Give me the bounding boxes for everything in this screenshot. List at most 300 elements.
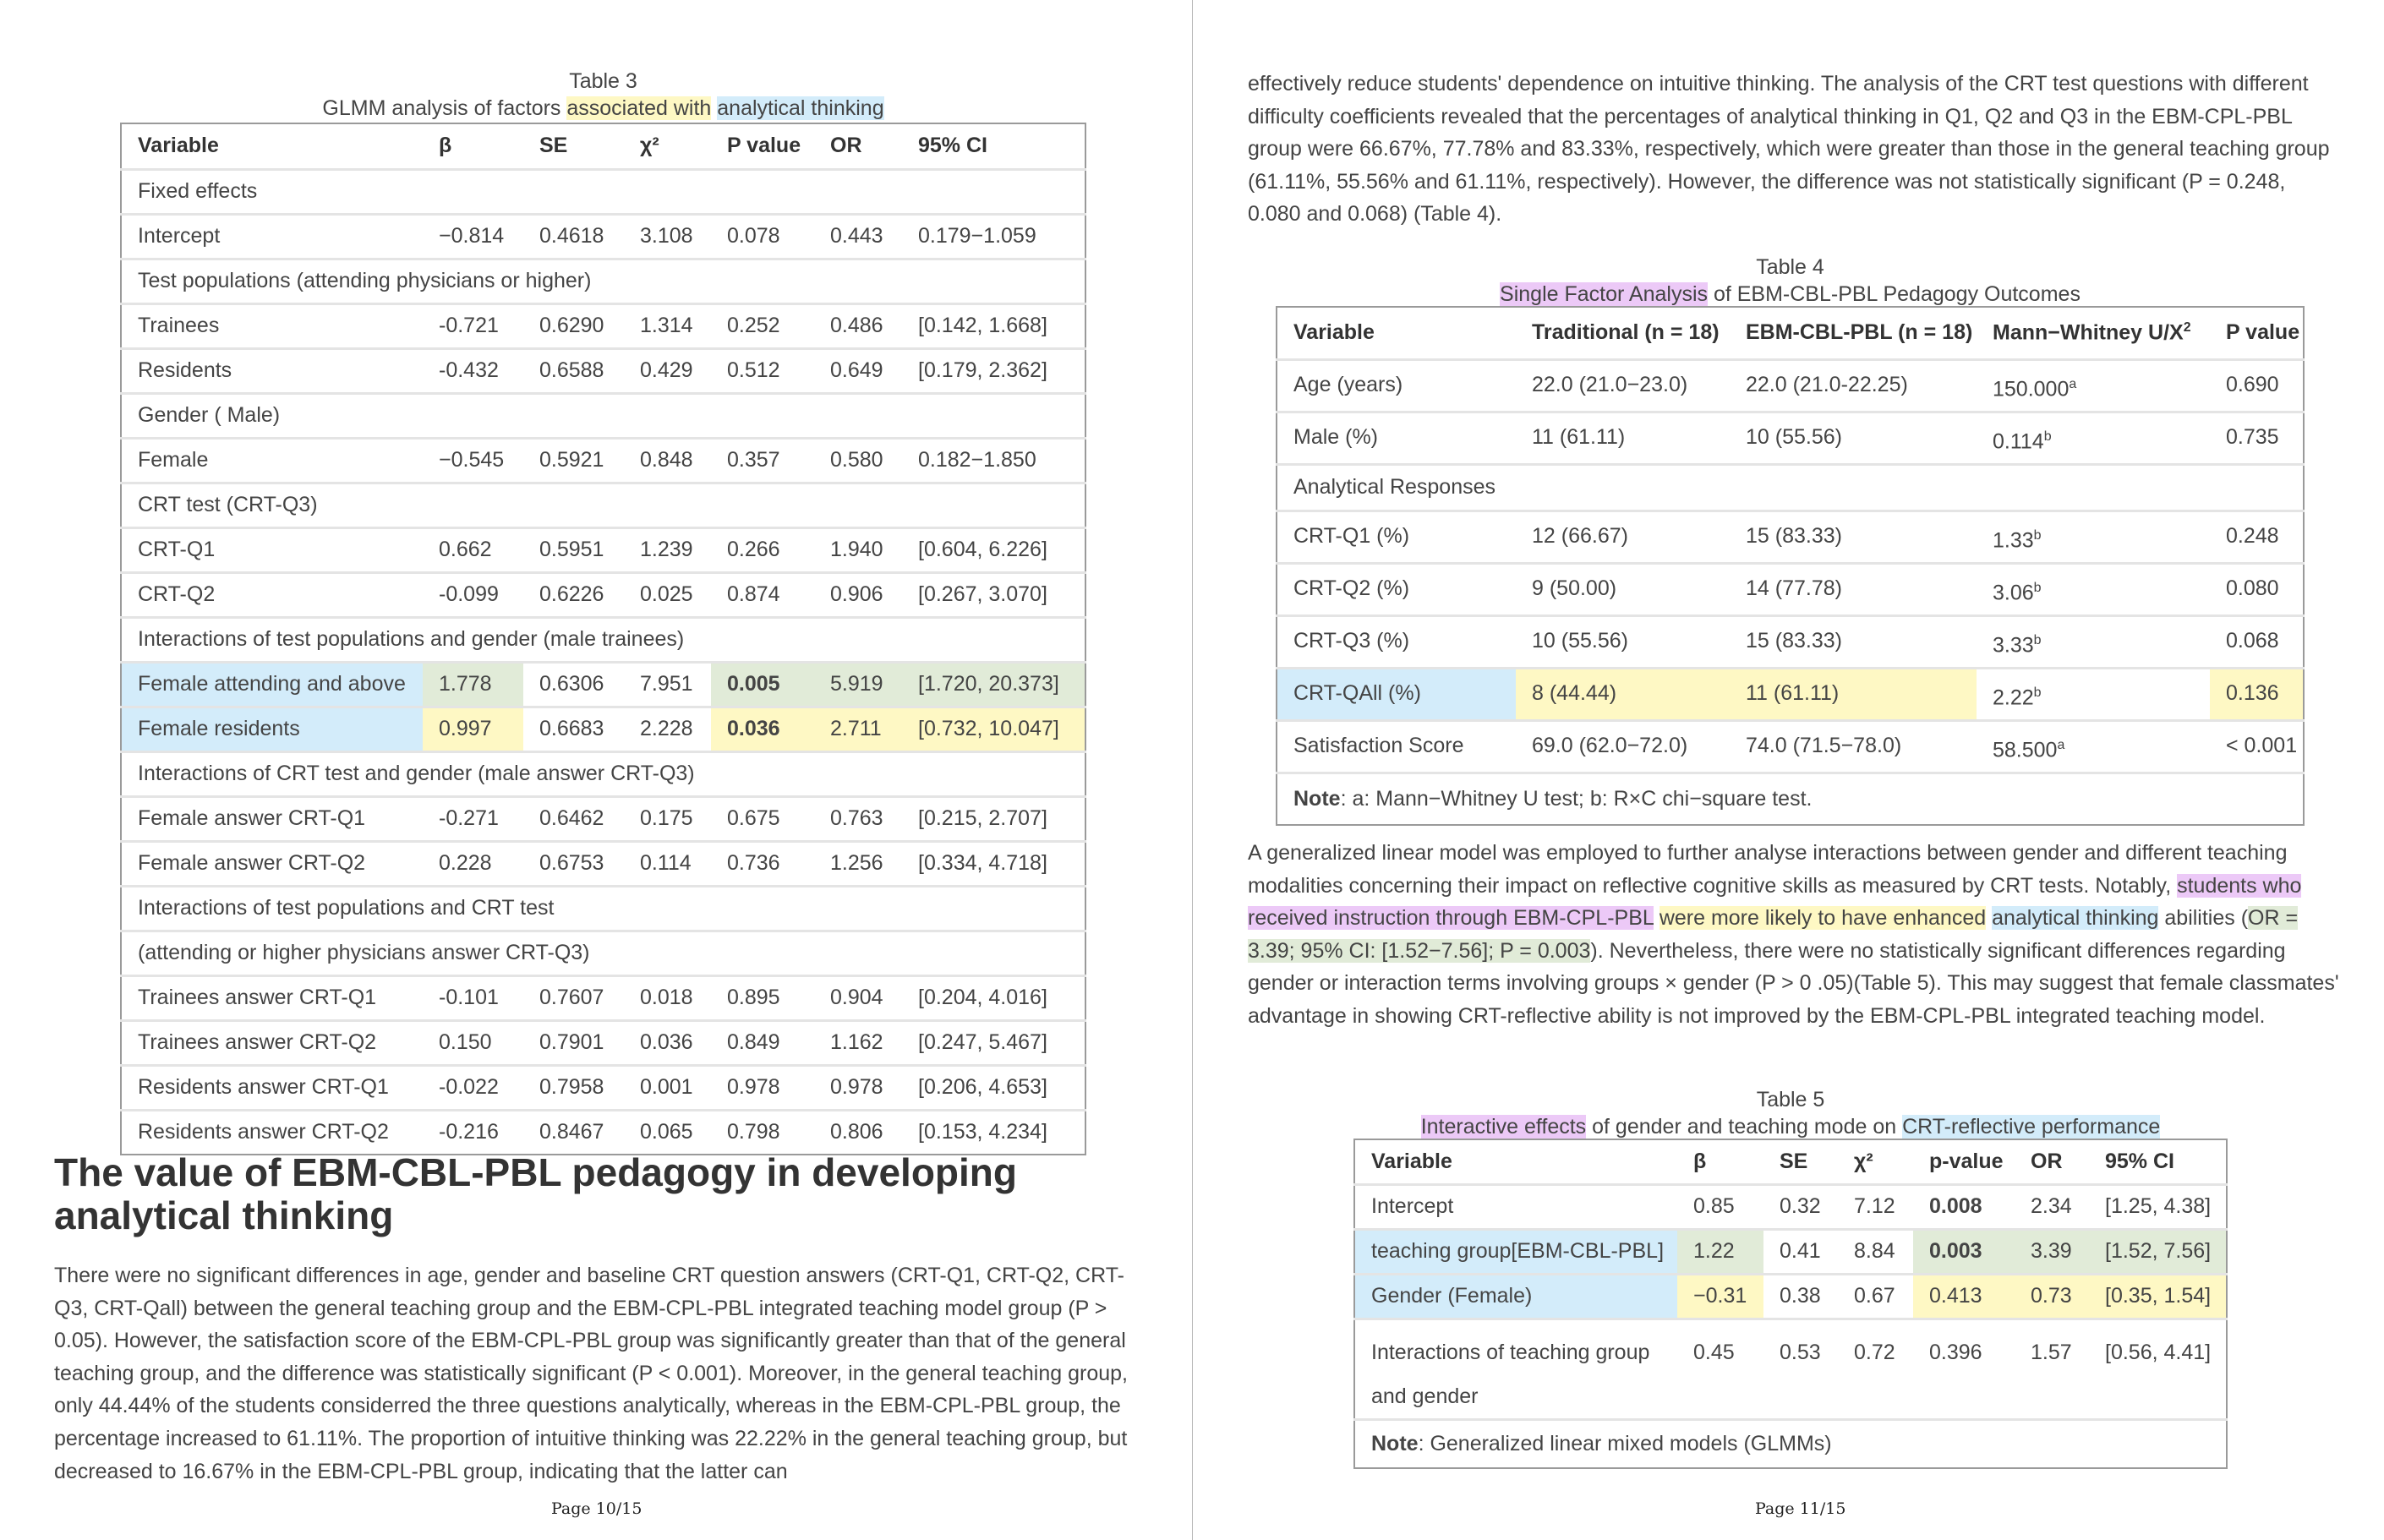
cell-text: Trainees answer CRT-Q1 xyxy=(138,986,377,1009)
cell-text: 22.0 (21.0-22.25) xyxy=(1746,372,1908,396)
cell-text: 11 (61.11) xyxy=(1746,680,1840,705)
cell-text: 1.778 xyxy=(439,672,492,696)
cell-value xyxy=(1977,563,2210,615)
cell-value xyxy=(814,1065,902,1110)
cell-text: [0.179, 2.362] xyxy=(918,358,1047,382)
table5-title: Table 5 xyxy=(1756,1088,1825,1111)
table-row xyxy=(121,1110,1085,1155)
cell-value xyxy=(711,214,814,259)
table-row xyxy=(1354,1319,2227,1419)
column-header-label: 95% CI xyxy=(918,134,987,158)
cell-text: 1.940 xyxy=(830,538,883,561)
table-note-row xyxy=(1354,1419,2227,1468)
cell-value xyxy=(1516,668,1730,720)
table3-subtitle-text: GLMM analysis of factors xyxy=(322,96,567,120)
cell-value xyxy=(423,662,523,707)
cell-value xyxy=(1977,511,2210,563)
column-header-label: P value xyxy=(727,134,801,158)
section-label: Interactions of CRT test and gender (male answer CRT-Q3) xyxy=(121,751,1085,796)
cell-value xyxy=(902,707,1085,751)
cell-value xyxy=(1977,412,2210,464)
cell-value xyxy=(711,707,814,751)
cell-text: 150.000 xyxy=(1993,377,2070,401)
cell-text: 10 (55.56) xyxy=(1532,628,1628,653)
table-row xyxy=(1354,1184,2227,1229)
column-header-label: β xyxy=(439,134,452,158)
column-header-label: p-value xyxy=(1929,1149,2004,1173)
table-note xyxy=(1277,773,2304,825)
cell-value xyxy=(523,662,624,707)
row-label xyxy=(121,1065,423,1110)
cell-value xyxy=(624,796,711,841)
row-label xyxy=(1354,1319,1677,1419)
cell-value xyxy=(523,1020,624,1065)
body-paragraph-continued: effectively reduce students' dependence on intuitive thinking. The analysis of the CRT test questions with different difficulty coefficients revealed that the percentages of analytical thinking in Q1, Q2 and Q3 in the EBM-CPL-PBL group were 66.67%, 77.78% and 83.33%, respectively, which were greater than those in the general teaching group (61.11%, 55.56% and 61.11%, respectively). However, the difference was not statistically significant (P = 0.248, 0.080 and 0.068) (Table 4). xyxy=(1248,72,2330,227)
table-row xyxy=(121,214,1085,259)
cell-text: Male (%) xyxy=(1293,424,1379,449)
column-header-label: SE xyxy=(1780,1149,1808,1173)
table-row xyxy=(121,975,1085,1020)
cell-value xyxy=(423,1110,523,1155)
section-label: Test populations (attending physicians or higher) xyxy=(121,259,1085,303)
row-label xyxy=(1354,1184,1677,1229)
cell-text: 0.018 xyxy=(640,986,693,1009)
column-header xyxy=(1354,1139,1677,1184)
cell-value xyxy=(711,796,814,841)
cell-text: 0.6588 xyxy=(539,358,604,382)
cell-text: 2.228 xyxy=(640,717,693,740)
cell-text: 0.798 xyxy=(727,1120,780,1144)
cell-text: 0.6462 xyxy=(539,806,604,830)
row-label xyxy=(1277,511,1516,563)
column-header xyxy=(1677,1139,1763,1184)
cell-text: 7.951 xyxy=(640,672,693,696)
cell-text: 0.67 xyxy=(1854,1284,1895,1308)
page-number: Page 10/15 xyxy=(551,1499,642,1518)
column-header-label: Variable xyxy=(1293,320,1375,345)
section-row xyxy=(121,931,1085,975)
cell-text: 0.736 xyxy=(727,851,780,875)
cell-text: -0.022 xyxy=(439,1075,499,1099)
cell-value xyxy=(711,662,814,707)
table5 xyxy=(1353,1139,2228,1469)
cell-value xyxy=(711,438,814,483)
cell-text: 0.849 xyxy=(727,1030,780,1054)
column-header-label: Mann−Whitney U/X xyxy=(1993,320,2184,345)
table4-subtitle-text: of EBM-CBL-PBL Pedagogy Outcomes xyxy=(1708,282,2081,306)
row-label xyxy=(121,572,423,617)
cell-value xyxy=(624,438,711,483)
cell-value xyxy=(1730,615,1977,668)
cell-text: 0.45 xyxy=(1693,1340,1735,1364)
cell-text: Residents answer CRT-Q1 xyxy=(138,1075,389,1099)
table-header-row xyxy=(1277,307,2304,359)
row-label-line: Interactions of teaching group xyxy=(1371,1340,1650,1364)
cell-text: 0.997 xyxy=(439,717,492,740)
column-header xyxy=(1977,307,2210,359)
cell-value xyxy=(624,662,711,707)
table5-subtitle-text: of gender and teaching mode on xyxy=(1586,1115,1903,1139)
cell-value xyxy=(1677,1229,1763,1274)
cell-value xyxy=(2210,615,2304,668)
row-label xyxy=(1277,563,1516,615)
table5-subtitle xyxy=(1353,1113,2228,1140)
cell-text: 0.662 xyxy=(439,538,492,561)
cell-value xyxy=(902,796,1085,841)
section-row xyxy=(121,483,1085,527)
cell-text: 0.978 xyxy=(727,1075,780,1099)
row-label xyxy=(121,662,423,707)
cell-value xyxy=(423,214,523,259)
cell-value xyxy=(1516,359,1730,412)
note-label: Note xyxy=(1293,786,1341,811)
column-header-label: P value xyxy=(2226,320,2300,345)
cell-text: 0.5951 xyxy=(539,538,604,561)
section-row xyxy=(121,617,1085,662)
cell-text: Gender (Female) xyxy=(1371,1284,1533,1308)
cell-value xyxy=(711,1065,814,1110)
cell-text: 0.078 xyxy=(727,224,780,248)
table-row xyxy=(121,796,1085,841)
cell-text: 3.39 xyxy=(2031,1239,2072,1263)
cell-value xyxy=(902,438,1085,483)
cell-value xyxy=(1763,1274,1838,1319)
cell-value xyxy=(523,1065,624,1110)
cell-value xyxy=(624,348,711,393)
cell-text: [0.206, 4.653] xyxy=(918,1075,1047,1099)
table-row xyxy=(1277,563,2304,615)
column-header-label: χ² xyxy=(640,134,659,158)
cell-text: 0.580 xyxy=(830,448,883,472)
cell-value xyxy=(711,975,814,1020)
cell-value xyxy=(1763,1229,1838,1274)
cell-value xyxy=(624,303,711,348)
cell-text: 0.065 xyxy=(640,1120,693,1144)
cell-text: 0.443 xyxy=(830,224,883,248)
cell-value xyxy=(1730,563,1977,615)
cell-text: Female answer CRT-Q1 xyxy=(138,806,366,830)
cell-text: [0.247, 5.467] xyxy=(918,1030,1047,1054)
cell-text: 0.8467 xyxy=(539,1120,604,1144)
cell-text: 0.175 xyxy=(640,806,693,830)
cell-text: 0.735 xyxy=(2226,424,2279,449)
column-header-label: Variable xyxy=(138,134,219,158)
row-label xyxy=(121,707,423,751)
cell-value xyxy=(523,214,624,259)
cell-value xyxy=(1763,1319,1838,1419)
cell-value xyxy=(624,572,711,617)
cell-text: [0.604, 6.226] xyxy=(918,538,1047,561)
cell-text: Trainees xyxy=(138,314,220,337)
cell-value xyxy=(2210,563,2304,615)
column-header xyxy=(523,123,624,169)
cell-text: 0.38 xyxy=(1780,1284,1821,1308)
cell-value xyxy=(814,348,902,393)
cell-text: -0.271 xyxy=(439,806,499,830)
cell-value xyxy=(902,1065,1085,1110)
table5-caption xyxy=(1353,1086,2228,1140)
cell-value xyxy=(2015,1184,2089,1229)
cell-text: 0.6290 xyxy=(539,314,604,337)
cell-text: 22.0 (21.0−23.0) xyxy=(1532,372,1688,396)
cell-text: 0.7901 xyxy=(539,1030,604,1054)
column-header-label: OR xyxy=(2031,1149,2063,1173)
section-label: (attending or higher physicians answer CRT-Q3) xyxy=(121,931,1085,975)
cell-value xyxy=(423,572,523,617)
cell-text: 1.22 xyxy=(1693,1239,1735,1263)
cell-value xyxy=(902,975,1085,1020)
highlight-blue: analytical thinking xyxy=(1992,906,2159,931)
cell-text: Female answer CRT-Q2 xyxy=(138,851,366,875)
cell-value xyxy=(1677,1184,1763,1229)
cell-value xyxy=(814,303,902,348)
table-row xyxy=(1354,1274,2227,1319)
superscript: b xyxy=(2033,528,2042,543)
cell-text: CRT-Q1 (%) xyxy=(1293,523,1410,548)
cell-text: 0.85 xyxy=(1693,1194,1735,1218)
cell-text: 0.7958 xyxy=(539,1075,604,1099)
cell-value xyxy=(1730,511,1977,563)
cell-text: CRT-QAll (%) xyxy=(1293,680,1421,705)
table-header-row xyxy=(1354,1139,2227,1184)
cell-value xyxy=(1913,1229,2015,1274)
cell-text: Age (years) xyxy=(1293,372,1403,396)
body-paragraph: There were no significant differences in age, gender and baseline CRT question answers (CRT-Q1, CRT-Q2, CRT-Q3, CRT-Qall) between the general teaching group and the EBM-CPL-PBL integrated teaching model group (P > 0.05). However, the satisfaction score of the EBM-CPL-PBL group was significantly greater than that of the general teaching group, and the difference was statistically significant (P < 0.001). Moreover, in the general teaching group, only 44.44% of the students considerred the three questions analytically, whereas in the EBM-CPL-PBL group, the percentage increased to 61.11%. The proportion of intuitive thinking was 22.22% in the general teaching group, but decreased to 16.67% in the EBM-CPL-PBL group, indicating that the latter can xyxy=(54,1264,1128,1483)
cell-text: 0.003 xyxy=(1929,1239,1982,1263)
table-row xyxy=(121,527,1085,572)
superscript: a xyxy=(2057,738,2065,753)
row-label xyxy=(121,214,423,259)
row-label xyxy=(121,975,423,1020)
cell-text: 12 (66.67) xyxy=(1532,523,1628,548)
cell-text: [0.56, 4.41] xyxy=(2105,1340,2212,1364)
table-row xyxy=(121,662,1085,707)
table4-title: Table 4 xyxy=(1756,255,1824,279)
column-header-label: OR xyxy=(830,134,862,158)
cell-text: 0.53 xyxy=(1780,1340,1821,1364)
row-label xyxy=(1277,615,1516,668)
cell-text: 3.33 xyxy=(1993,633,2034,658)
cell-text: Intercept xyxy=(1371,1194,1454,1218)
cell-text: 0.114 xyxy=(1993,429,2044,454)
cell-text: 0.179−1.059 xyxy=(918,224,1036,248)
cell-value xyxy=(2089,1274,2227,1319)
body-paragraph-glm xyxy=(1248,837,2343,1033)
table-note-row xyxy=(1277,773,2304,825)
cell-text: [1.720, 20.373] xyxy=(918,672,1059,696)
superscript: b xyxy=(2043,429,2052,445)
cell-value xyxy=(2089,1319,2227,1419)
cell-value xyxy=(814,796,902,841)
cell-text: 0.068 xyxy=(2226,628,2279,653)
section-row xyxy=(121,751,1085,796)
cell-value xyxy=(2210,511,2304,563)
cell-text: 0.895 xyxy=(727,986,780,1009)
cell-value xyxy=(1977,720,2210,773)
cell-text: 0.150 xyxy=(439,1030,492,1054)
cell-value xyxy=(624,707,711,751)
cell-text: 0.7607 xyxy=(539,986,604,1009)
cell-text: [0.732, 10.047] xyxy=(918,717,1059,740)
table-row xyxy=(121,438,1085,483)
cell-text: 74.0 (71.5−78.0) xyxy=(1746,733,1902,757)
cell-text: 0.036 xyxy=(727,717,780,740)
cell-text: 0.008 xyxy=(1929,1194,1982,1218)
row-label xyxy=(121,527,423,572)
cell-text: 0.080 xyxy=(2226,576,2279,600)
cell-text: 1.33 xyxy=(1993,528,2034,553)
cell-text: 11 (61.11) xyxy=(1532,424,1626,449)
cell-value xyxy=(2015,1229,2089,1274)
table-row xyxy=(1277,668,2304,720)
row-label xyxy=(121,796,423,841)
page-number: Page 11/15 xyxy=(1755,1499,1846,1518)
cell-text: 1.162 xyxy=(830,1030,883,1054)
cell-text: CRT-Q2 (%) xyxy=(1293,576,1410,600)
cell-value xyxy=(902,1020,1085,1065)
column-header xyxy=(1763,1139,1838,1184)
section-row xyxy=(1277,464,2304,511)
cell-text: 0.6683 xyxy=(539,717,604,740)
cell-text: Female residents xyxy=(138,717,300,740)
cell-text: 0.252 xyxy=(727,314,780,337)
table-row xyxy=(121,841,1085,886)
table-row xyxy=(1277,359,2304,412)
cell-value xyxy=(523,572,624,617)
cell-value xyxy=(2210,412,2304,464)
row-label xyxy=(1277,359,1516,412)
cell-value xyxy=(1838,1274,1913,1319)
cell-text: [0.142, 1.668] xyxy=(918,314,1047,337)
cell-value xyxy=(814,527,902,572)
highlight-yellow: were more likely to have enhanced xyxy=(1659,906,1987,931)
cell-text: 15 (83.33) xyxy=(1746,628,1842,653)
cell-text: 0.005 xyxy=(727,672,780,696)
cell-value xyxy=(711,572,814,617)
table-row xyxy=(121,707,1085,751)
cell-text: [0.215, 2.707] xyxy=(918,806,1047,830)
cell-value xyxy=(423,303,523,348)
cell-text: 0.978 xyxy=(830,1075,883,1099)
column-header xyxy=(624,123,711,169)
highlight-purple: students who received instruction through EBM-CPL-PBL xyxy=(1248,873,2302,931)
cell-value xyxy=(624,975,711,1020)
cell-value xyxy=(423,707,523,751)
cell-value xyxy=(902,527,1085,572)
cell-value xyxy=(624,1065,711,1110)
cell-text: 0.266 xyxy=(727,538,780,561)
table-note xyxy=(1354,1419,2227,1468)
section-heading: The value of EBM-CBL-PBL pedagogy in developing analytical thinking xyxy=(54,1150,1017,1237)
cell-value xyxy=(423,348,523,393)
column-header xyxy=(423,123,523,169)
cell-value xyxy=(1763,1184,1838,1229)
text: abilities ( xyxy=(2158,906,2249,931)
cell-text: 14 (77.78) xyxy=(1746,576,1842,600)
cell-text: CRT-Q1 xyxy=(138,538,216,561)
cell-text: [0.204, 4.016] xyxy=(918,986,1047,1009)
column-header xyxy=(1730,307,1977,359)
row-label xyxy=(121,841,423,886)
cell-text: CRT-Q3 (%) xyxy=(1293,628,1410,653)
column-header xyxy=(2015,1139,2089,1184)
cell-value xyxy=(814,1110,902,1155)
cell-value xyxy=(2015,1319,2089,1419)
cell-text: 0.228 xyxy=(439,851,492,875)
cell-text: 0.001 xyxy=(640,1075,693,1099)
table-row xyxy=(1277,412,2304,464)
section-row xyxy=(121,393,1085,438)
cell-value xyxy=(1516,412,1730,464)
table-row xyxy=(1277,615,2304,668)
cell-text: 0.904 xyxy=(830,986,883,1009)
cell-value xyxy=(423,1065,523,1110)
cell-text: 58.500 xyxy=(1993,738,2058,762)
table-row xyxy=(1277,511,2304,563)
highlight-purple: Interactive effects xyxy=(1420,1115,1587,1139)
cell-value xyxy=(523,1110,624,1155)
cell-value xyxy=(711,348,814,393)
cell-text: 9 (50.00) xyxy=(1532,576,1617,600)
cell-text: 0.114 xyxy=(640,851,692,875)
cell-text: 69.0 (62.0−72.0) xyxy=(1532,733,1688,757)
cell-text: 0.5921 xyxy=(539,448,604,472)
cell-value xyxy=(523,841,624,886)
cell-value xyxy=(624,841,711,886)
section-label: Fixed effects xyxy=(121,169,1085,214)
row-label xyxy=(1277,412,1516,464)
column-header-label: Variable xyxy=(1371,1149,1452,1173)
row-label xyxy=(1277,720,1516,773)
superscript: b xyxy=(2033,685,2042,701)
column-header-label: EBM-CBL-PBL (n = 18) xyxy=(1746,320,1973,345)
cell-text: 5.919 xyxy=(830,672,883,696)
cell-text: 3.06 xyxy=(1993,581,2034,605)
column-header xyxy=(2210,307,2304,359)
row-label xyxy=(1354,1274,1677,1319)
cell-text: [0.267, 3.070] xyxy=(918,582,1047,606)
column-header-label: SE xyxy=(539,134,568,158)
cell-value xyxy=(1977,359,2210,412)
cell-text: 1.314 xyxy=(640,314,693,337)
cell-text: 15 (83.33) xyxy=(1746,523,1842,548)
cell-value xyxy=(1977,668,2210,720)
cell-value xyxy=(711,841,814,886)
table3-caption xyxy=(120,68,1086,122)
cell-text: -0.721 xyxy=(439,314,499,337)
cell-text: Residents answer CRT-Q2 xyxy=(138,1120,389,1144)
cell-value xyxy=(902,841,1085,886)
row-label xyxy=(1354,1229,1677,1274)
cell-text: teaching group[EBM-CBL-PBL] xyxy=(1371,1239,1665,1263)
cell-text: [0.334, 4.718] xyxy=(918,851,1047,875)
cell-value xyxy=(1516,720,1730,773)
cell-text: [1.25, 4.38] xyxy=(2105,1194,2212,1218)
cell-text: 0.486 xyxy=(830,314,883,337)
table3-title: Table 3 xyxy=(569,69,637,93)
cell-text: 0.32 xyxy=(1780,1194,1821,1218)
cell-value xyxy=(814,707,902,751)
column-header xyxy=(2089,1139,2227,1184)
cell-value xyxy=(1913,1184,2015,1229)
column-header xyxy=(121,123,423,169)
cell-value xyxy=(1838,1229,1913,1274)
superscript: a xyxy=(2069,377,2077,392)
cell-text: 0.806 xyxy=(830,1120,883,1144)
cell-value xyxy=(1516,563,1730,615)
cell-text: Intercept xyxy=(138,224,221,248)
cell-value xyxy=(1677,1274,1763,1319)
